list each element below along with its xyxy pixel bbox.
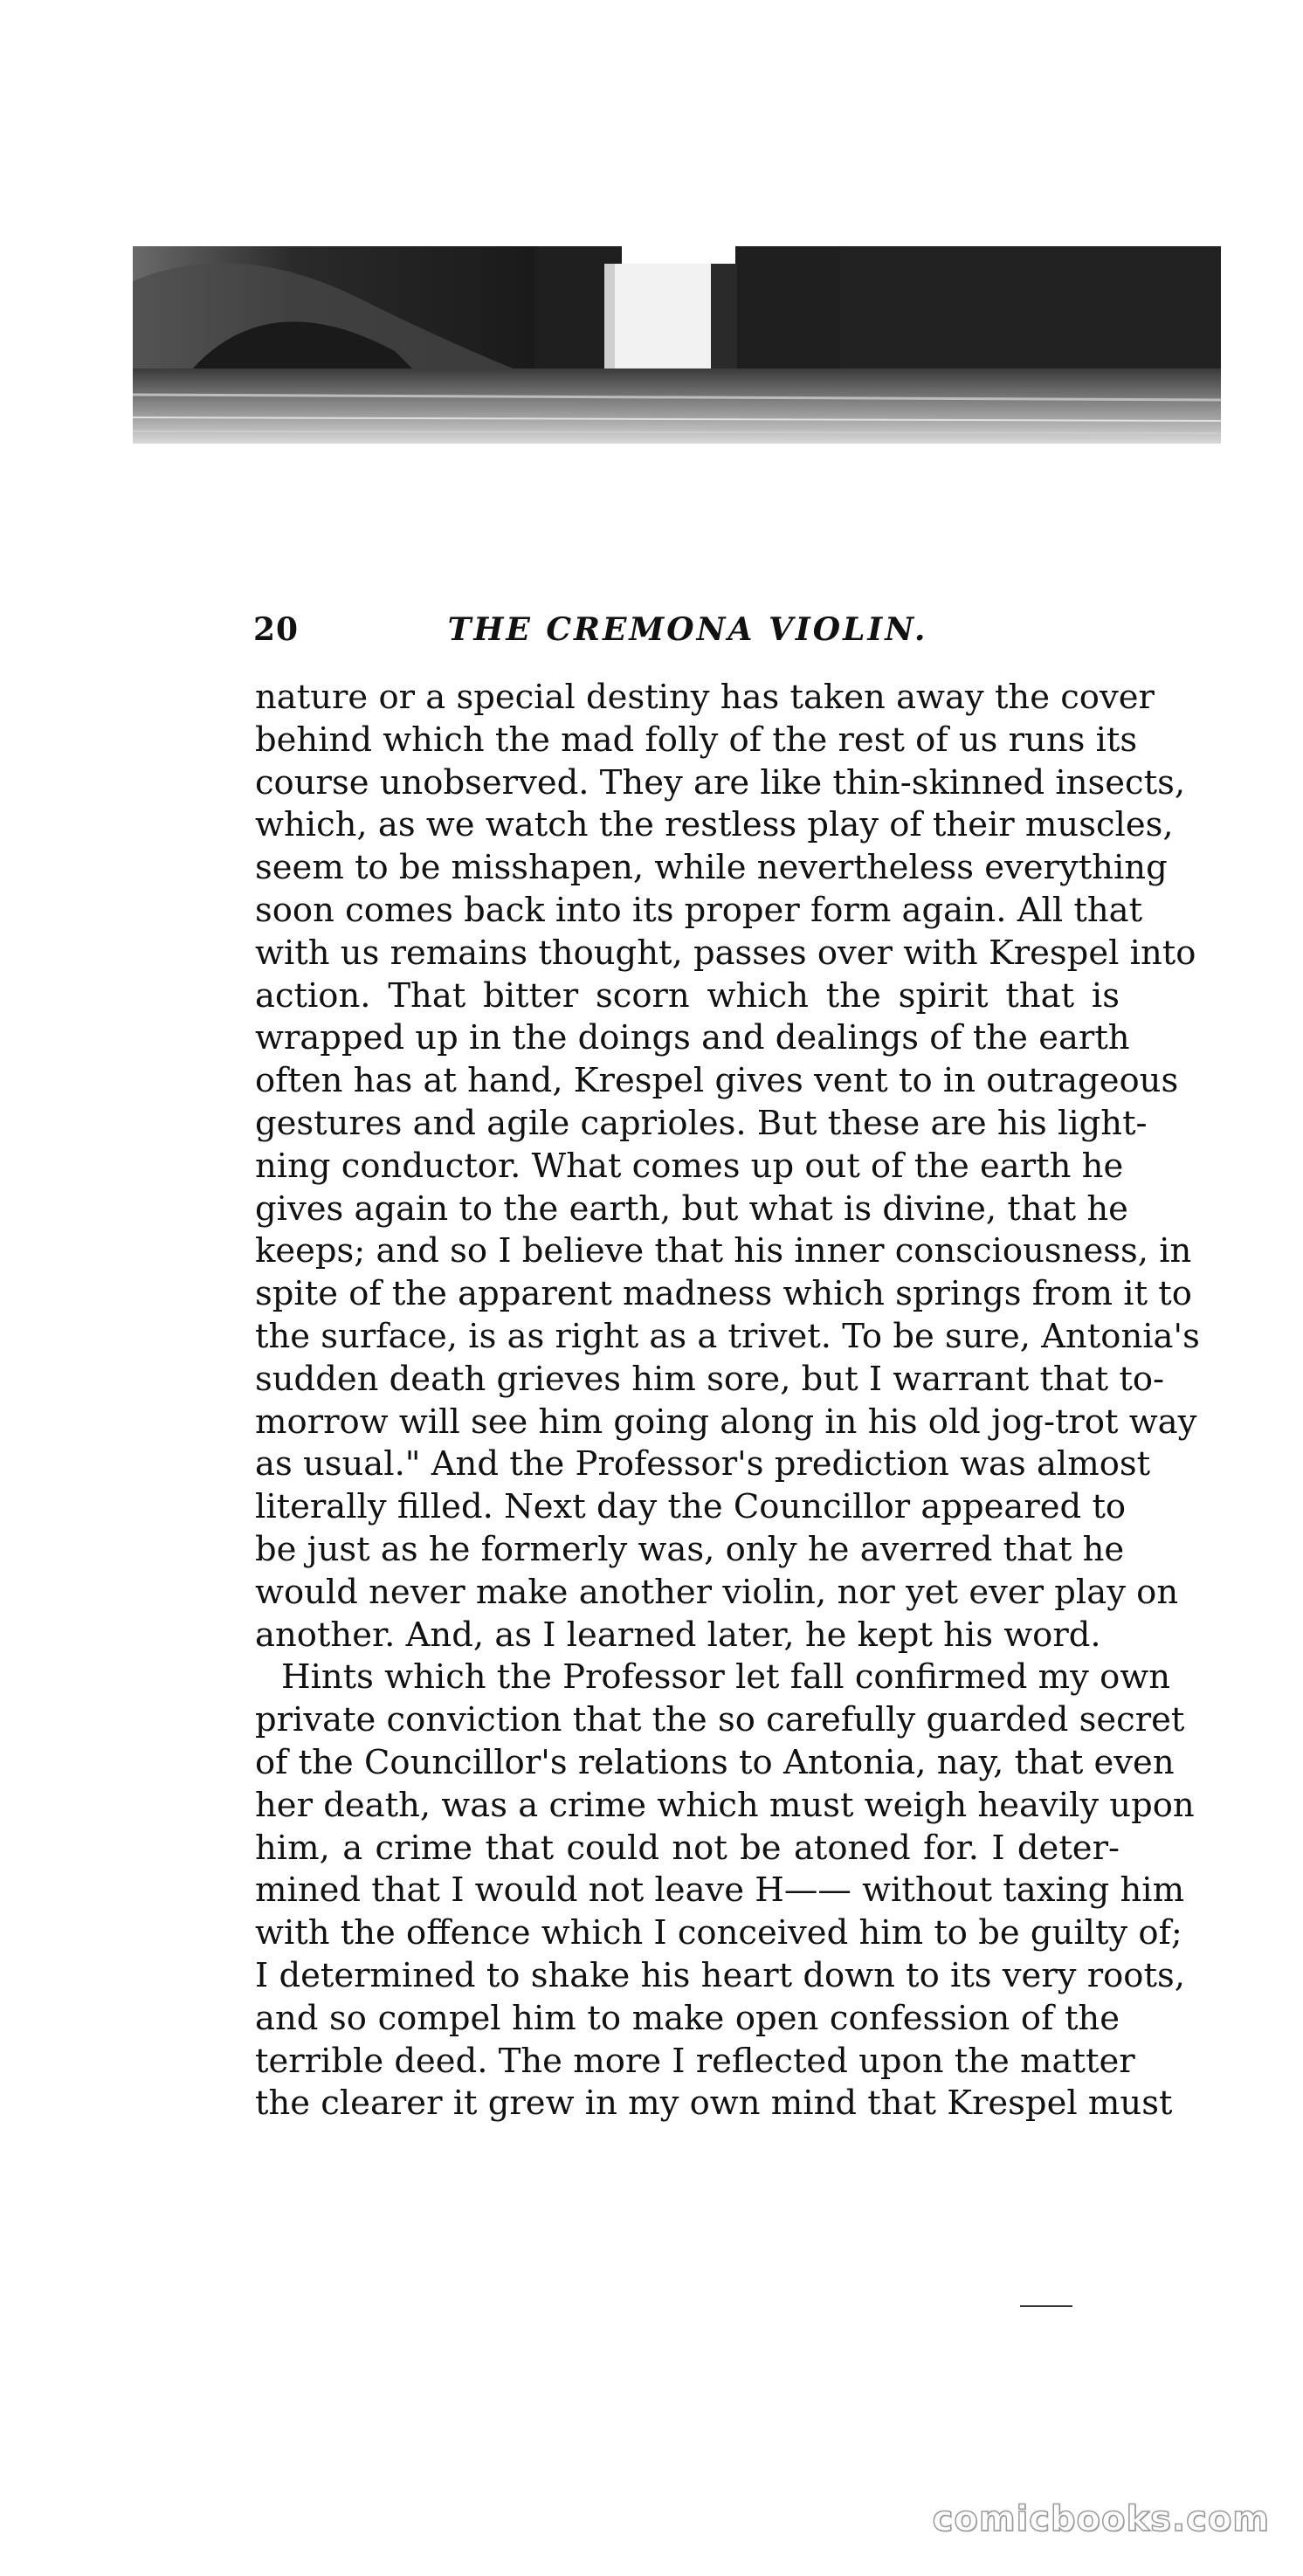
text-line: behind which the mad folly of the rest of us runs its — [255, 720, 1138, 760]
text-line: of the Councillor's relations to Antonia, nay, that even — [255, 1742, 1175, 1782]
text-line: mined that I would not leave H—— without taxing him — [255, 1870, 1185, 1911]
text-line: spite of the apparent madness which springs from it to — [255, 1274, 1192, 1314]
text-line: as usual." And the Professor's prediction was almost — [255, 1444, 1151, 1484]
text-line: morrow will see him going along in his old jog-trot way — [255, 1402, 1197, 1442]
top-image-fragment — [133, 246, 1221, 444]
text-line: another. And, as I learned later, he kept his word. — [255, 1615, 1101, 1655]
text-line: keeps; and so I believe that his inner consciousness, in — [255, 1231, 1192, 1271]
page-header — [253, 611, 1122, 655]
text-line: often has at hand, Krespel gives vent to in outrageous — [255, 1061, 1179, 1101]
text-line: and so compel him to make open confession of the — [255, 1998, 1120, 2038]
body-text — [255, 677, 1200, 2125]
running-title: THE CREMONA VIOLIN. — [447, 611, 928, 648]
text-line: literally filled. Next day the Councillor appeared to — [255, 1487, 1127, 1527]
page-number: 20 — [253, 611, 300, 648]
text-line: action. That bitter scorn which the spirit that is — [255, 975, 1120, 1016]
text-line: with the offence which I conceived him to be guilty of; — [255, 1913, 1182, 1953]
text-line: nature or a special destiny has taken away the cover — [255, 678, 1155, 717]
text-line: the clearer it grew in my own mind that Krespel must — [255, 2084, 1173, 2124]
text-line: gestures and agile caprioles. But these are his light- — [255, 1103, 1148, 1143]
text-line: would never make another violin, nor yet ever play on — [255, 1572, 1179, 1612]
text-line: be just as he formerly was, only he averred that he — [255, 1529, 1125, 1569]
text-line: the surface, is as right as a trivet. To be sure, Antonia's — [255, 1316, 1200, 1356]
text-line: which, as we watch the restless play of their muscles, — [255, 805, 1174, 845]
text-line: private conviction that the so carefully guarded secret — [255, 1700, 1185, 1740]
text-line: wrapped up in the doings and dealings of the earth — [255, 1018, 1130, 1058]
text-line: ning conductor. What comes up out of the earth he — [255, 1146, 1124, 1186]
text-line: I determined to shake his heart down to its very roots, — [255, 1955, 1185, 1995]
text-line: him, a crime that could not be atoned for. I deter- — [255, 1828, 1120, 1868]
image-fragment-graphic — [133, 246, 1221, 444]
watermark-text: comicbooks.com — [932, 2499, 1270, 2539]
text-line: course unobserved. They are like thin-skinned insects, — [255, 762, 1186, 802]
text-line: terrible deed. The more I reflected upon the matter — [255, 2041, 1135, 2081]
text-line: her death, was a crime which must weigh heavily upon — [255, 1785, 1195, 1825]
text-line: with us remains thought, passes over with Krespel into — [255, 933, 1196, 973]
text-line: sudden death grieves him sore, but I warrant that to- — [255, 1359, 1165, 1399]
text-line: soon comes back into its proper form again. All that — [255, 890, 1143, 930]
text-line: gives again to the earth, but what is divine, that he — [255, 1188, 1128, 1229]
text-line: seem to be misshapen, while nevertheless everything — [255, 848, 1168, 888]
page-rule — [1020, 2305, 1072, 2307]
text-line: Hints which the Professor let fall confirmed my own — [281, 1657, 1171, 1698]
